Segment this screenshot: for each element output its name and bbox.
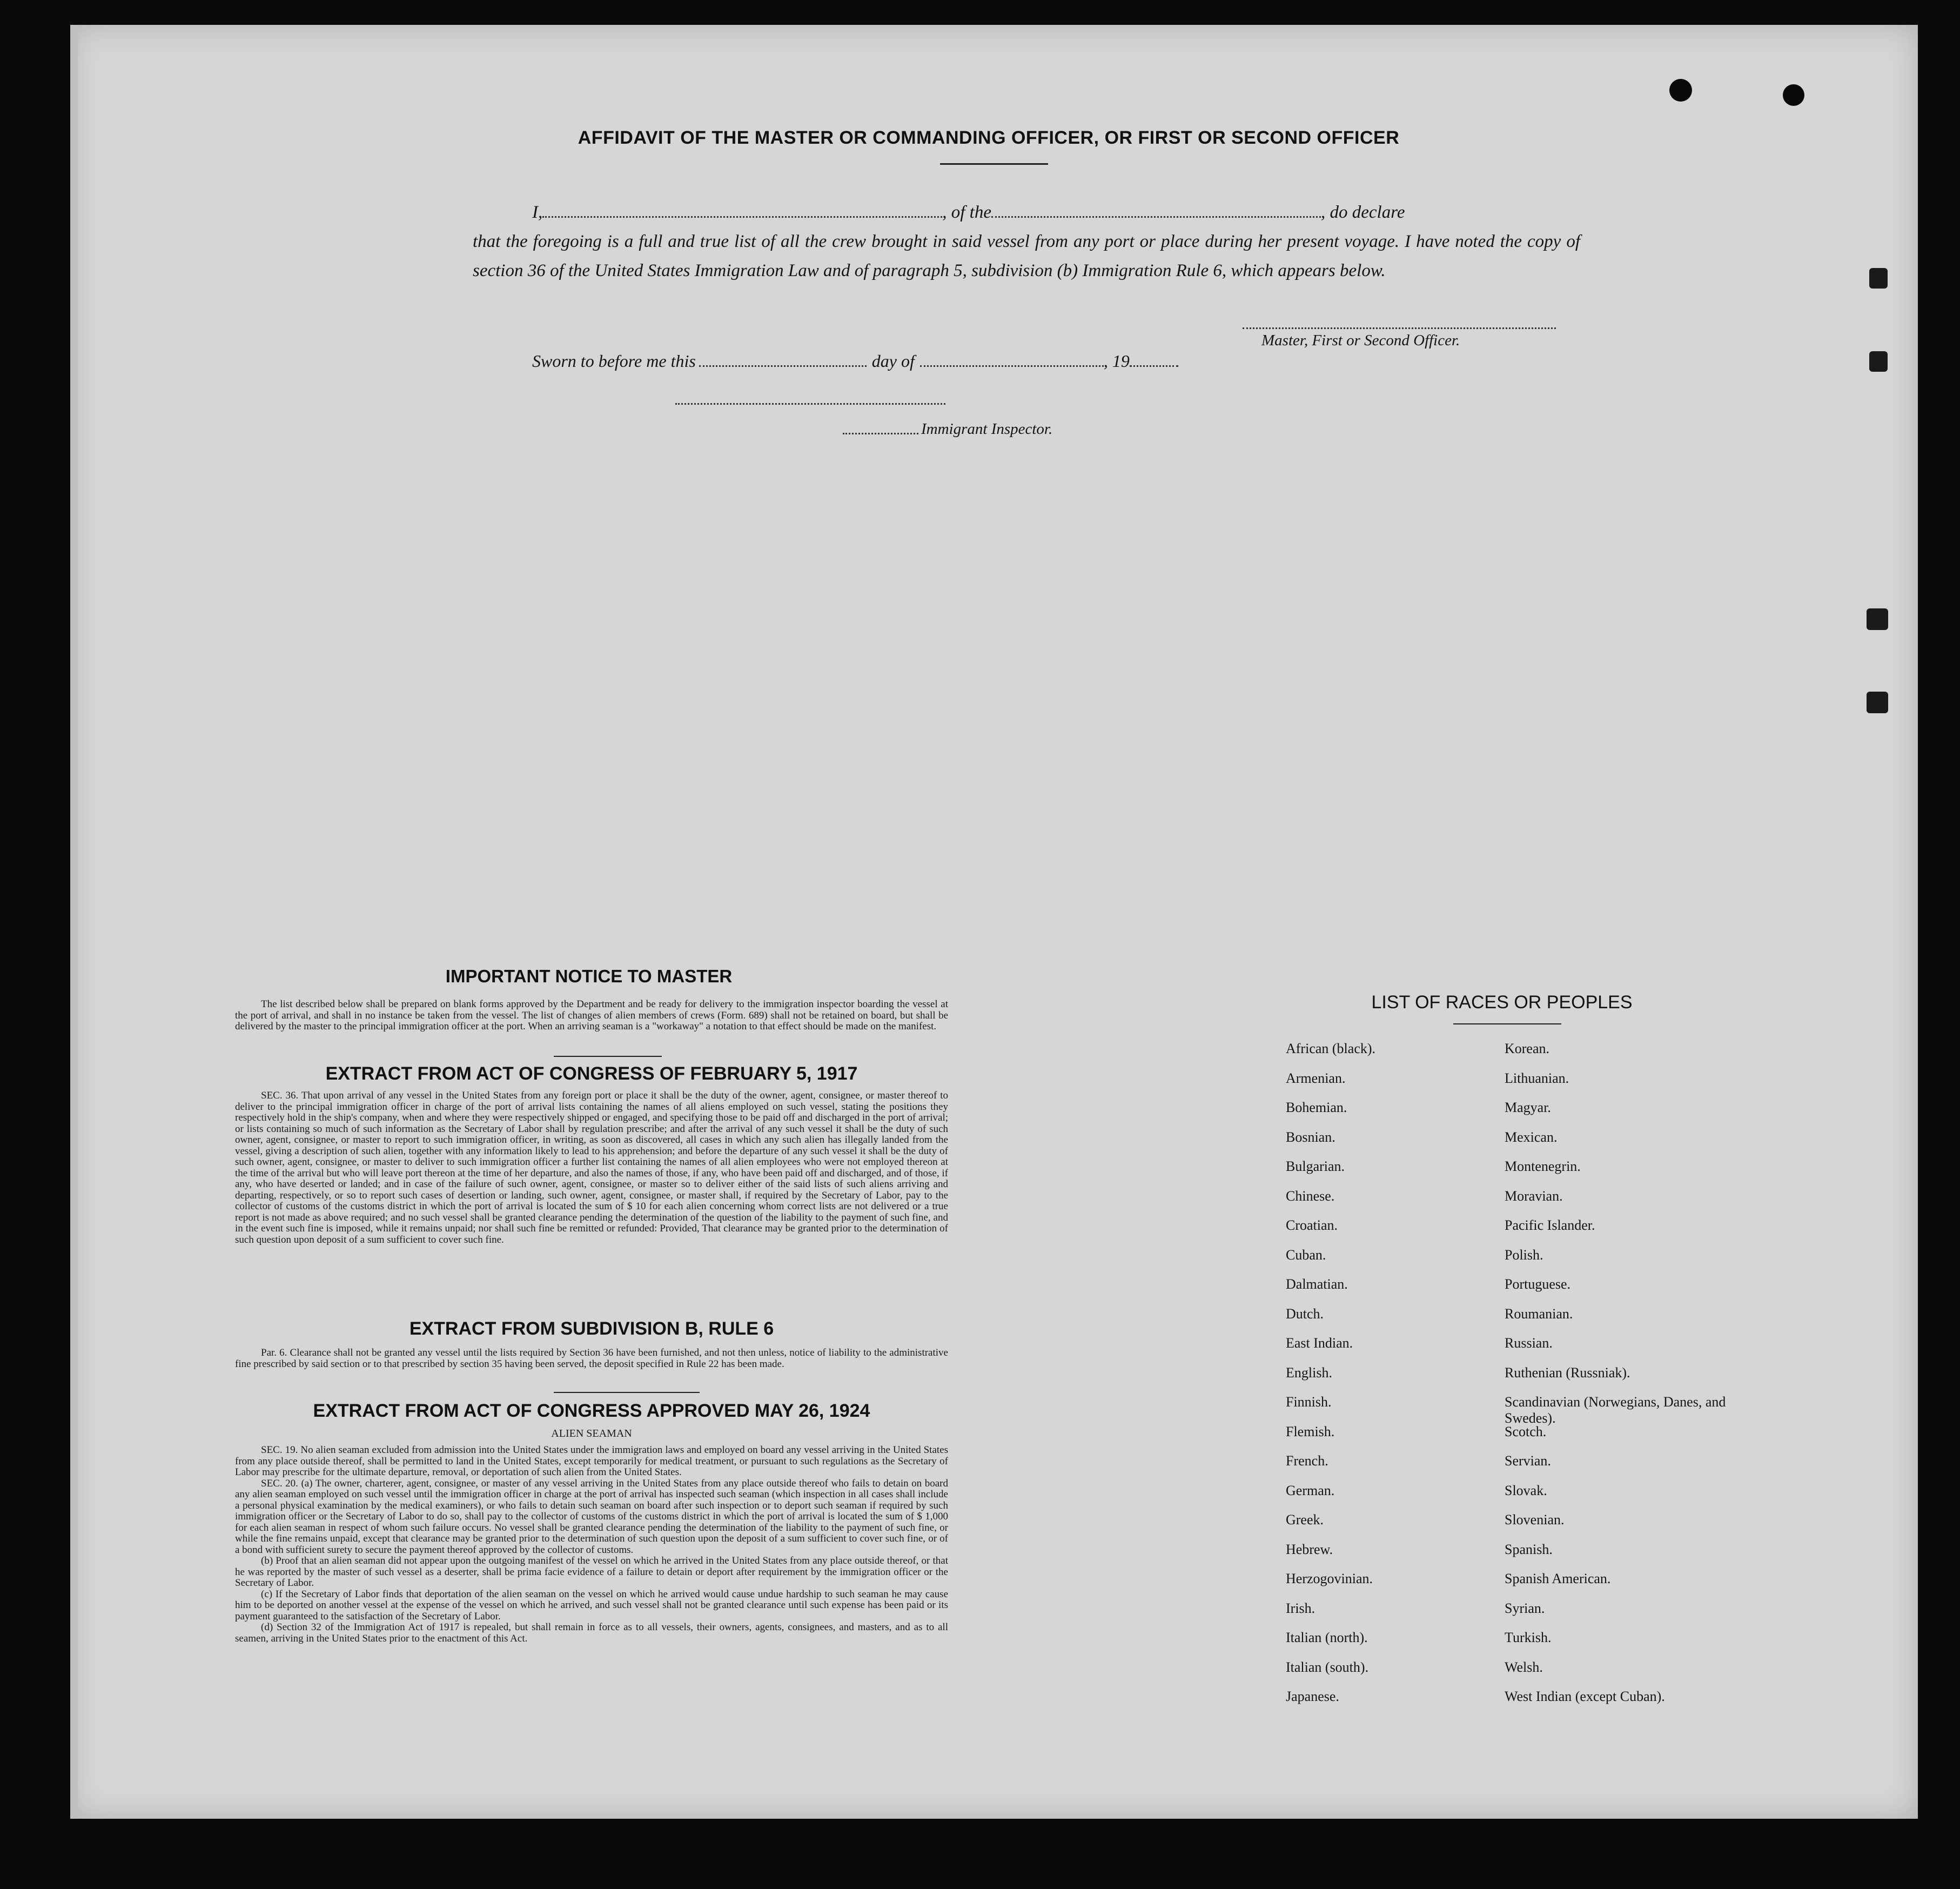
- punch-hole: [1669, 79, 1692, 102]
- inspector-label: Immigrant Inspector.: [921, 420, 1053, 438]
- race-item: Croatian.: [1286, 1217, 1338, 1233]
- affidavit-i: I,: [532, 203, 543, 222]
- binding-tab: [1869, 268, 1888, 289]
- race-item: Lithuanian.: [1505, 1070, 1569, 1086]
- race-item: Welsh.: [1505, 1659, 1543, 1675]
- race-item: Dalmatian.: [1286, 1276, 1348, 1292]
- race-item: Bohemian.: [1286, 1100, 1347, 1115]
- race-item: Slovak.: [1505, 1482, 1547, 1498]
- inspector-dots: [843, 433, 918, 434]
- affidavit-body: that the foregoing is a full and true list of all the crew brought in said vessel from any port or place during her present voyage. I have noted the copy of section 36 of the United States Immigration Law and of paragraph 5, subdivision (b) Immigration Rule 6, which appears below.: [473, 232, 1580, 280]
- race-item: Pacific Islander.: [1505, 1217, 1595, 1233]
- race-item: Moravian.: [1505, 1188, 1563, 1204]
- notice-title: IMPORTANT NOTICE TO MASTER: [445, 966, 733, 986]
- sec-20c-paragraph: (c) If the Secretary of Labor finds that deportation of the alien seaman on the vessel on which he arrived would cause undue hardship to such seaman he may cause him to be deported on another vessel at the expense of the vessel on which he arrived, and such vessel shall not be granted clearance until such expense has been paid or its payment guaranteed to the satisfaction of the Secretary of Labor.: [235, 1588, 948, 1622]
- extract-rule6-title: EXTRACT FROM SUBDIVISION B, RULE 6: [409, 1318, 774, 1339]
- race-item: Italian (south).: [1286, 1659, 1369, 1675]
- inspector-signature-line[interactable]: [675, 403, 945, 405]
- race-item: Slovenian.: [1505, 1512, 1565, 1528]
- race-item: Magyar.: [1505, 1100, 1551, 1115]
- binding-tab: [1867, 692, 1888, 713]
- race-item: Dutch.: [1286, 1305, 1324, 1322]
- race-item: Spanish.: [1505, 1541, 1553, 1557]
- extract-1917-text: SEC. 36. That upon arrival of any vessel in the United States from any foreign port or place it shall be the duty of the owner, agent, consignee, or master thereof to deliver to the principal immigration officer in charge of the port of arrival lists containing the names of all aliens employed on such vessel, stating the positions they respectively hold in the ship's company, when and where they were respectively shipped or engaged, and specifying those to be paid off and discharged in the port of arrival; or lists containing so much of such information as the Secretary of Labor shall by regulation prescribe; and after the arrival of any such vessel it shall be the duty of such owner, agent, consignee, or master to report to such immigration officer, in writing, as soon as discovered, all cases in which any such alien has illegally landed from the vessel, giving a description of such alien, together with any information likely to lead to his apprehension; and before the departure of any such vessel it shall be the duty of such owner, agent, consignee, or master to deliver to such immigration officer a further list containing the names of all alien employees who were not employed thereon at the time of the arrival but who will leave port thereon at the time of her departure, and also the names of those, if any, who have been paid off and discharged, and of those, if any, who have deserted or landed; and in case of the failure of such owner, agent, consignee, or master so to deliver either of the said lists of such aliens arriving and departing, respectively, or so to report such cases of desertion or landing, such owner, agent, consignee, or master shall, if required by the Secretary of Labor, pay to the collector of customs of the customs district in which the port of arrival is located the sum of $ 10 for each alien concerning whom correct lists are not delivered or a true report is not made as above required; and no such vessel shall be granted clearance pending the determination of the question of the liability to the payment of such fine, and in the event such fine is imposed, while it remains unpaid; nor shall such fine be remitted or refunded: Provided, That clearance may be granted prior to the determination of such question upon deposit of a sum sufficient to cover such fine.: [235, 1090, 948, 1245]
- sworn-year-field[interactable]: [1130, 349, 1178, 367]
- race-item: Polish.: [1505, 1247, 1543, 1263]
- race-item: Roumanian.: [1505, 1305, 1573, 1322]
- races-title: LIST OF RACES OR PEOPLES: [1371, 992, 1633, 1013]
- race-item: Bulgarian.: [1286, 1158, 1345, 1174]
- sworn-year-prefix: , 19: [1103, 351, 1130, 371]
- sec-20d-paragraph: (d) Section 32 of the Immigration Act of 1917 is repealed, but shall remain in force as to all vessels, their owners, agents, consignees, and masters, and as to all seamen, arriving in the United States prior to the enactment of this Act.: [235, 1622, 948, 1644]
- race-item: Bosnian.: [1286, 1129, 1335, 1145]
- officer-name-field[interactable]: [542, 200, 942, 218]
- extract-1924-title: EXTRACT FROM ACT OF CONGRESS APPROVED MAY 26, 1924: [313, 1401, 870, 1421]
- title-divider: [940, 163, 1048, 165]
- race-item: African (black).: [1286, 1041, 1376, 1056]
- affidavit-of-the: , of the: [942, 203, 991, 222]
- race-item: Montenegrin.: [1505, 1158, 1581, 1174]
- race-item: Herzogovinian.: [1286, 1571, 1373, 1586]
- race-item: Portuguese.: [1505, 1276, 1571, 1292]
- sworn-month-field[interactable]: [920, 349, 1104, 367]
- race-item: Cuban.: [1286, 1247, 1326, 1263]
- race-item: Italian (north).: [1286, 1630, 1368, 1645]
- vessel-name-field[interactable]: [991, 200, 1321, 218]
- master-signature-line[interactable]: [1243, 327, 1556, 329]
- race-item: Finnish.: [1286, 1394, 1332, 1410]
- races-right-column: [1505, 1041, 1731, 1718]
- race-item: French.: [1286, 1453, 1328, 1469]
- extract-1924-subtitle: ALIEN SEAMAN: [551, 1428, 632, 1439]
- race-item: Mexican.: [1505, 1129, 1558, 1145]
- race-item: English.: [1286, 1364, 1332, 1381]
- extract-1924-text: [235, 1445, 948, 1644]
- affidavit-declare: , do declare: [1320, 203, 1405, 222]
- sec-20a-paragraph: SEC. 20. (a) The owner, charterer, agent, consignee, or master of any vessel arriving in the United States from any place outside thereof who fails to detain on board any alien seaman employed on such vessel until the immigration officer in charge at the port of arrival has inspected such seaman (which inspection in all cases shall include a personal physical examination by the medical examiners), or who fails to detain such seaman on board after such inspection or to deport such seaman if required by such immigration officer or the Secretary of Labor to do so, shall pay to the collector of customs of the customs district in which the port of arrival is located the sum of $ 1,000 for each alien seaman in respect of whom such failure occurs. No vessel shall be granted clearance pending the determination of the liability to the payment of such fine, or while the fine remains unpaid, except that clearance may be granted prior to the determination of such question upon the deposit of a sum sufficient to cover such fine, or of a bond with sufficient surety to secure the payment thereof approved by the collector of customs.: [235, 1477, 948, 1556]
- rule6-divider: [554, 1392, 700, 1393]
- race-item: Japanese.: [1286, 1689, 1339, 1704]
- master-signature-label: Master, First or Second Officer.: [1261, 332, 1460, 349]
- affidavit-statement: [473, 198, 1580, 285]
- race-item: Chinese.: [1286, 1188, 1335, 1204]
- race-item: Scandinavian (Norwegians, Danes, and Swedes).: [1505, 1394, 1726, 1426]
- notice-divider: [554, 1056, 662, 1057]
- document-page: [70, 25, 1918, 1819]
- affidavit-first-line: [473, 198, 1580, 227]
- race-item: Hebrew.: [1286, 1541, 1333, 1557]
- race-item: West Indian (except Cuban).: [1505, 1689, 1665, 1704]
- race-item: Turkish.: [1505, 1630, 1552, 1645]
- race-item: Ruthenian (Russniak).: [1505, 1364, 1630, 1381]
- races-divider: [1453, 1023, 1561, 1024]
- sworn-day-of: day of: [871, 351, 915, 371]
- affidavit-title: AFFIDAVIT OF THE MASTER OR COMMANDING OFFICER, OR FIRST OR SECOND OFFICER: [578, 128, 1400, 148]
- race-item: Spanish American.: [1505, 1571, 1611, 1586]
- extract-1917-title: EXTRACT FROM ACT OF CONGRESS OF FEBRUARY 5, 1917: [325, 1063, 858, 1084]
- race-item: Korean.: [1505, 1041, 1550, 1056]
- binding-tab: [1869, 351, 1888, 372]
- sworn-line: [532, 349, 1178, 371]
- race-item: Greek.: [1286, 1512, 1324, 1528]
- extract-rule6-text: Par. 6. Clearance shall not be granted any vessel until the lists required by Section 36 have been furnished, and not then unless, notice of liability to the administrative fine prescribed by said section or to that prescribed by section 35 having been served, the deposit specified in Rule 22 has been made.: [235, 1347, 948, 1370]
- sec-19-paragraph: SEC. 19. No alien seaman excluded from admission into the United States under the immigration laws and employed on board any vessel arriving in the United States from any place outside thereof, shall be permitted to land in the United States, except temporarily for medical treatment, or pursuant to such regulations as the Secretary of Labor may prescribe for the ultimate departure, removal, or deportation of such alien from the United States.: [235, 1444, 948, 1478]
- race-item: Flemish.: [1286, 1423, 1335, 1439]
- race-item: Irish.: [1286, 1600, 1315, 1616]
- race-item: German.: [1286, 1482, 1335, 1498]
- sworn-day-field[interactable]: [699, 349, 867, 367]
- race-item: East Indian.: [1286, 1335, 1353, 1351]
- sec-20b-paragraph: (b) Proof that an alien seaman did not appear upon the outgoing manifest of the vessel on which he arrived in the United States from any place outside thereof, or that he was reported by the master of such vessel as a deserter, shall be prima facie evidence of a failure to detain or deport after requirement by the immigration officer or the Secretary of Labor.: [235, 1555, 948, 1589]
- race-item: Russian.: [1505, 1335, 1553, 1351]
- race-item: Syrian.: [1505, 1600, 1545, 1616]
- notice-text: The list described below shall be prepared on blank forms approved by the Department and be ready for delivery to the immigration inspector boarding the vessel at the port of arrival, and shall in no instance be taken from the vessel. The list of changes of alien members of crews (Form. 689) shall not be retained on board, but shall be delivered by the master to the principal immigration officer at the port. When an arriving seaman is a "workaway" a notation to that effect should be made on the manifest.: [235, 999, 948, 1032]
- sworn-prefix: Sworn to before me this: [532, 351, 696, 371]
- race-item: Scotch.: [1505, 1423, 1547, 1439]
- race-item: Armenian.: [1286, 1070, 1346, 1086]
- races-left-column: [1286, 1041, 1502, 1718]
- binding-tab: [1867, 608, 1888, 630]
- race-item: Servian.: [1505, 1453, 1551, 1469]
- punch-hole: [1783, 84, 1804, 106]
